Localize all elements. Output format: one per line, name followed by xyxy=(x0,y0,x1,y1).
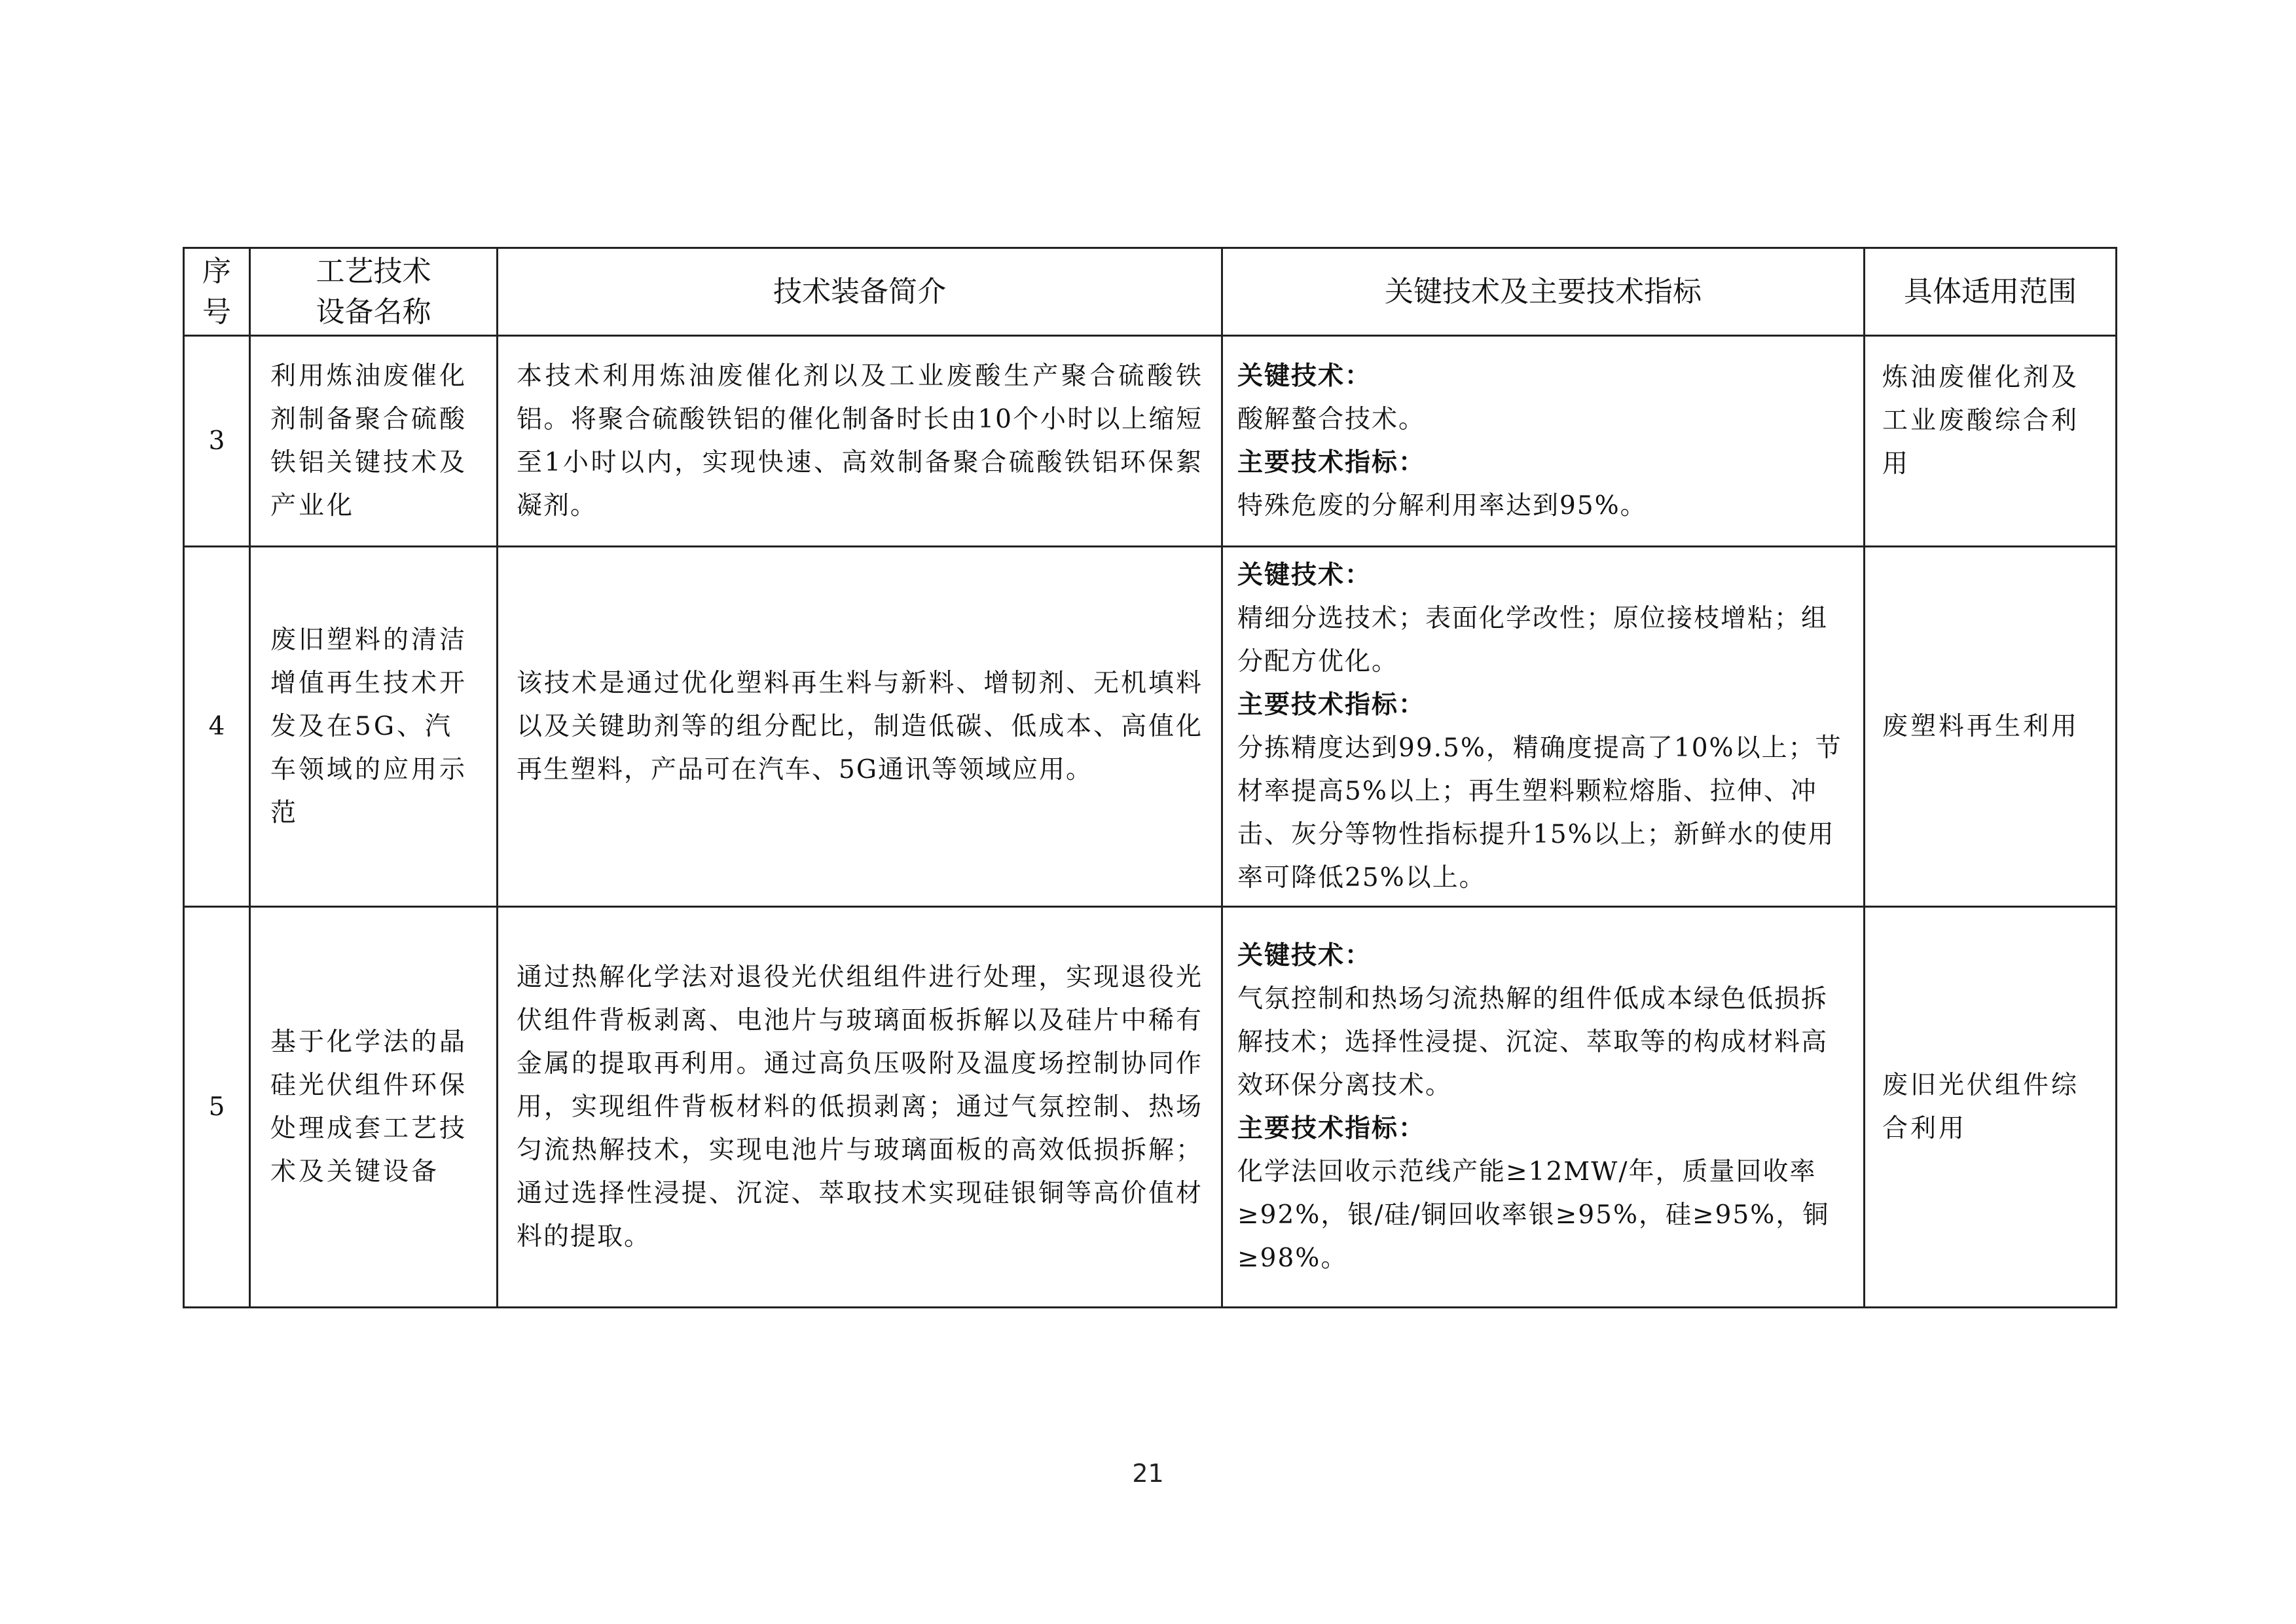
row-scope: 废旧光伏组件综合利用 xyxy=(1865,907,2117,1308)
row-key-tech xyxy=(1222,907,1865,1308)
page-number: 21 xyxy=(1132,1459,1164,1488)
row-number: 3 xyxy=(184,336,250,547)
index-text: 分拣精度达到99.5%，精确度提高了10%以上；节材率提高5%以上；再生塑料颗粒熔脂、拉伸、冲击、灰分等物性指标提升15%以上；新鲜水的使用率可降低25%以上。 xyxy=(1237,733,1842,893)
header-name: 工艺技术 设备名称 xyxy=(250,248,498,336)
header-key: 关键技术及主要技术指标 xyxy=(1222,248,1865,336)
index-label: 主要技术指标： xyxy=(1237,447,1426,477)
index-label: 主要技术指标： xyxy=(1237,690,1426,720)
key-text: 精细分选技术；表面化学改性；原位接枝增粘；组分配方优化。 xyxy=(1237,603,1829,676)
index-text: 化学法回收示范线产能≥12MW/年，质量回收率≥92%，银/硅/铜回收率银≥95%，硅≥95%，铜≥98%。 xyxy=(1237,1156,1830,1273)
key-label: 关键技术： xyxy=(1237,560,1372,590)
row-name: 废旧塑料的清洁增值再生技术开发及在5G、汽车领域的应用示范 xyxy=(250,547,498,907)
header-desc: 技术装备简介 xyxy=(498,248,1222,336)
header-scope: 具体适用范围 xyxy=(1865,248,2117,336)
index-text: 特殊危废的分解利用率达到95%。 xyxy=(1237,490,1647,521)
row-key-tech xyxy=(1222,547,1865,907)
table-row xyxy=(184,907,2117,1308)
technology-table xyxy=(183,247,2117,1308)
row-description: 该技术是通过优化塑料再生料与新料、增韧剂、无机填料以及关键助剂等的组分配比，制造低碳、低成本、高值化再生塑料，产品可在汽车、5G通讯等领域应用。 xyxy=(498,547,1222,907)
row-scope: 废塑料再生利用 xyxy=(1865,547,2117,907)
row-scope: 炼油废催化剂及工业废酸综合利用 xyxy=(1865,336,2117,547)
table-row xyxy=(184,336,2117,547)
row-number: 4 xyxy=(184,547,250,907)
row-description: 本技术利用炼油废催化剂以及工业废酸生产聚合硫酸铁铝。将聚合硫酸铁铝的催化制备时长由10个小时以上缩短至1小时以内，实现快速、高效制备聚合硫酸铁铝环保絮凝剂。 xyxy=(498,336,1222,547)
row-number: 5 xyxy=(184,907,250,1308)
row-name: 利用炼油废催化剂制备聚合硫酸铁铝关键技术及产业化 xyxy=(250,336,498,547)
index-label: 主要技术指标： xyxy=(1237,1113,1426,1143)
row-key-tech xyxy=(1222,336,1865,547)
key-label: 关键技术： xyxy=(1237,940,1372,970)
table-row xyxy=(184,547,2117,907)
row-description: 通过热解化学法对退役光伏组组件进行处理，实现退役光伏组件背板剥离、电池片与玻璃面板拆解以及硅片中稀有金属的提取再利用。通过高负压吸附及温度场控制协同作用，实现组件背板材料的低损剥离；通过气氛控制、热场匀流热解技术，实现电池片与玻璃面板的高效低损拆解；通过选择性浸提、沉淀、萃取技术实现硅银铜等高价值材料的提取。 xyxy=(498,907,1222,1308)
table-header-row xyxy=(184,248,2117,336)
key-text: 酸解螯合技术。 xyxy=(1237,404,1426,434)
header-no: 序 号 xyxy=(184,248,250,336)
key-label: 关键技术： xyxy=(1237,361,1372,391)
key-text: 气氛控制和热场匀流热解的组件低成本绿色低损拆解技术；选择性浸提、沉淀、萃取等的构成材料高效环保分离技术。 xyxy=(1237,984,1829,1100)
row-name: 基于化学法的晶硅光伏组件环保处理成套工艺技术及关键设备 xyxy=(250,907,498,1308)
